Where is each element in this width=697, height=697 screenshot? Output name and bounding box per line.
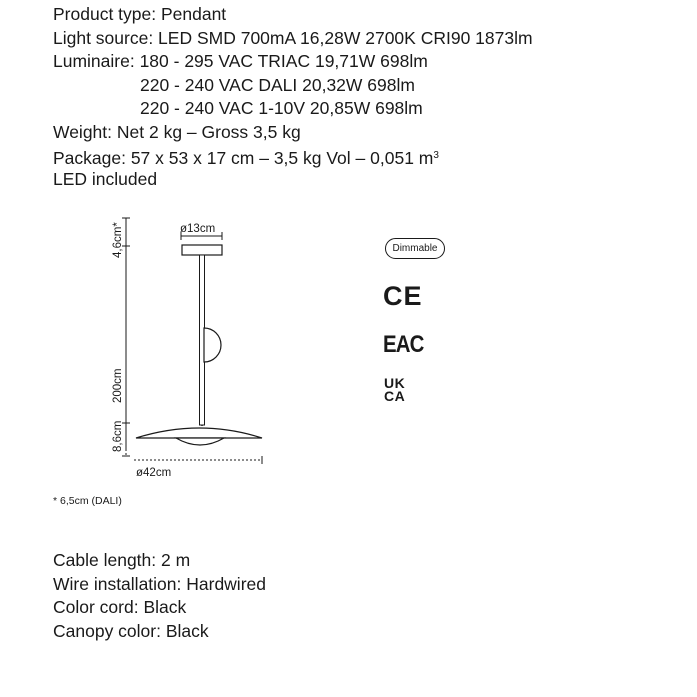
spec-weight: Weight: Net 2 kg – Gross 3,5 kg: [53, 121, 301, 142]
pendant-dimension-diagram: [0, 200, 697, 520]
ukca-mark-icon: [384, 377, 405, 403]
spec-wire-installation: Wire installation: Hardwired: [53, 573, 266, 594]
ukca-line-2: CA: [384, 388, 406, 404]
spec-cable-length: Cable length: 2 m: [53, 550, 191, 570]
spec-light-source: Light source: LED SMD 700mA 16,28W 2700K CRI90 1873lm: [53, 27, 533, 48]
spec-package-text: Package: 57 x 53 x 17 cm – 3,5 kg Vol – 0,051 m: [53, 148, 434, 168]
dimmable-badge: Dimmable: [385, 238, 445, 259]
cable-length-label: 200cm: [112, 368, 124, 403]
ukca-line-1: UK: [384, 375, 406, 391]
spec-luminaire-triac: Luminaire: 180 - 295 VAC TRIAC 19,71W 698lm: [53, 51, 428, 71]
shade-shape: [136, 428, 262, 438]
diffuser-shape: [176, 438, 224, 445]
spec-product-type: Product type: Pendant: [53, 4, 227, 24]
bulb-shape: [204, 328, 221, 362]
spec-luminaire-dali: 220 - 240 VAC DALI 20,32W 698lm: [140, 74, 415, 95]
spec-canopy-color: Canopy color: Black: [53, 620, 209, 641]
shade-diameter-label: ø42cm: [136, 467, 172, 479]
shade-height-label: 8,6cm: [112, 420, 124, 452]
spec-luminaire-1-10v: 220 - 240 VAC 1-10V 20,85W 698lm: [140, 98, 423, 118]
spec-list-bottom: [53, 549, 266, 643]
shade-dimension-line: [134, 456, 262, 464]
spec-color-cord: Color cord: Black: [53, 597, 187, 617]
spec-package-unit-sup: 3: [433, 150, 439, 161]
spec-list-top: [53, 3, 533, 191]
canopy-height-label: 4,6cm*: [112, 222, 124, 258]
spec-led-included: LED included: [53, 168, 158, 189]
canopy-shape: [182, 245, 222, 255]
canopy-diameter-label: ø13cm: [180, 223, 216, 235]
spec-package: [53, 144, 533, 168]
ce-mark-icon: CE: [383, 281, 423, 311]
eac-mark-icon: EAC: [383, 331, 424, 358]
dali-footnote: * 6,5cm (DALI): [53, 495, 122, 507]
